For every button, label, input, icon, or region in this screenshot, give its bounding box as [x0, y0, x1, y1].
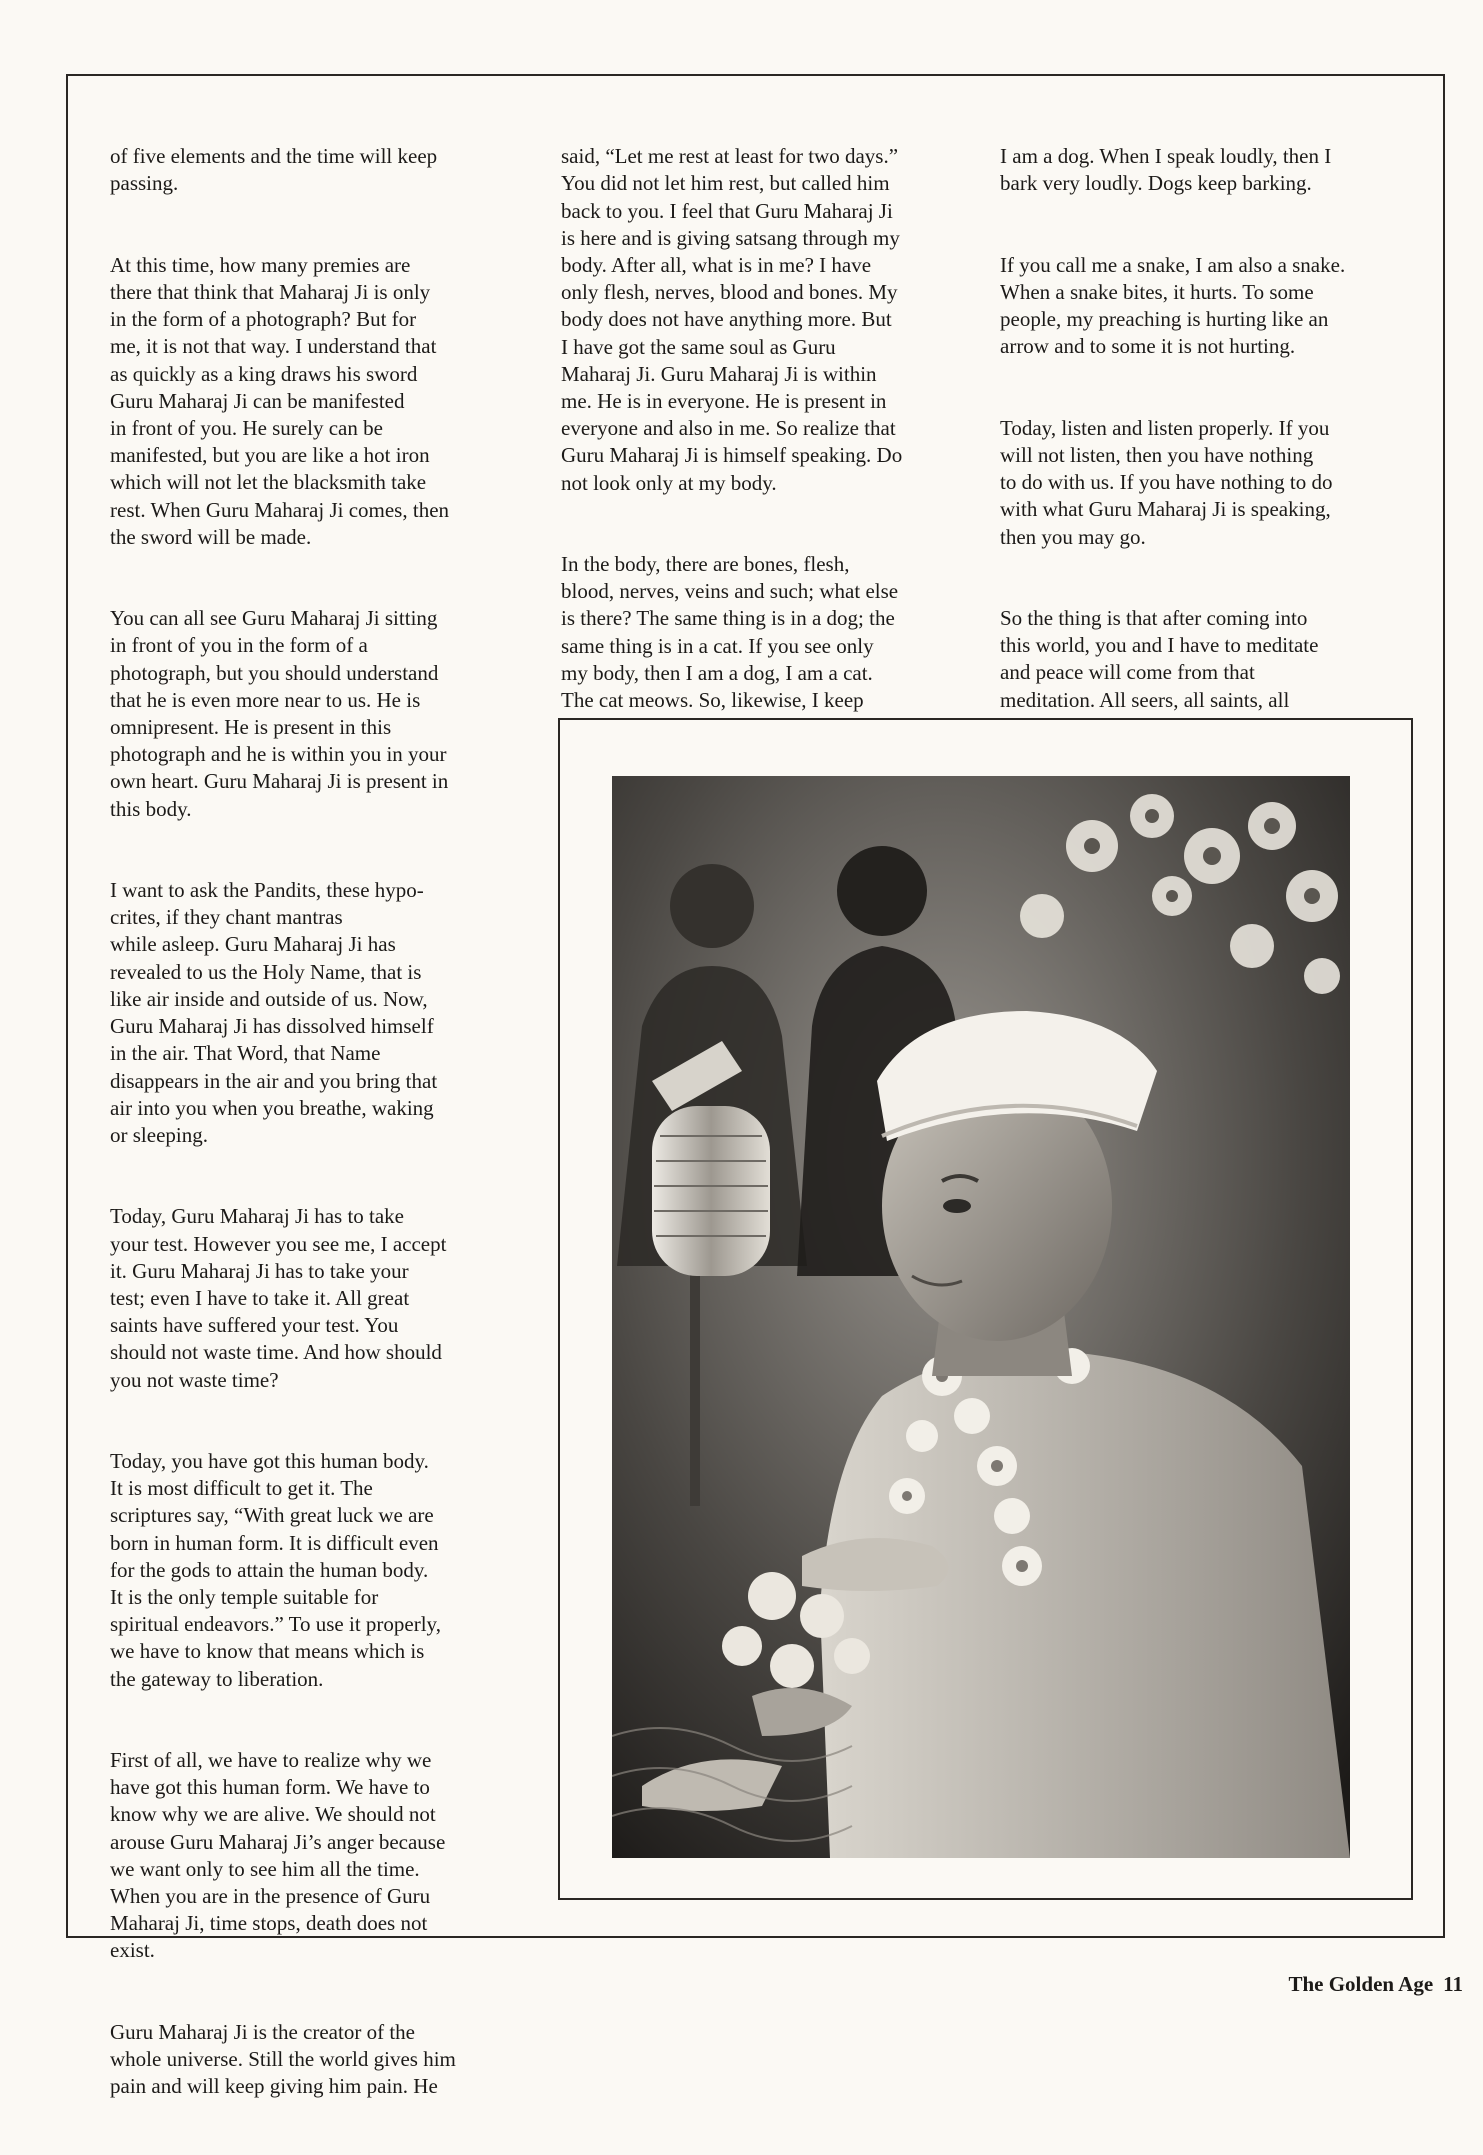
paragraph: So the thing is that after coming into this world, you and I have to meditate and peace will come from that meditation. All seers, all saints, all [1000, 606, 1319, 712]
photograph-illustration [612, 776, 1350, 1858]
paragraph: of five elements and the time will keep passing. [110, 144, 438, 196]
page-number: 11 [1443, 1972, 1463, 1996]
paragraph: I am a dog. When I speak loudly, then I bark very loudly. Dogs keep barking. [1000, 144, 1332, 196]
paragraph: First of all, we have to realize why we have got this human form. We have to know why we are alive. We should not arouse Guru Maharaj Ji’s anger because we want only to see him all the time. When you are in the presence of Guru Maharaj Ji, time stops, death does not exist. [110, 1747, 446, 1963]
paragraph: Today, listen and listen properly. If you will not listen, then you have nothing to do with us. If you have nothing to do with what Guru Maharaj Ji is speaking, then you may go. [1000, 415, 1333, 549]
paragraph: At this time, how many premies are there that think that Maharaj Ji is only in the form of a photograph? But for me, it is not that way. I understand that as quickly as a king draws his sword Guru Maharaj Ji can be manifested in front of you. He surely can be manifested, but you are like a hot iron which will not let the blacksmith take rest. When Guru Maharaj Ji comes, then the sword will be made. [110, 252, 450, 549]
paragraph: Today, you have got this human body. It is most difficult to get it. The scriptures say, “With great luck we are born in human form. It is difficult even for the gods to attain the human body. It is the only temple suitable for spiritual endeavors.” To use it properly, we have to know that means which is the gateway to liberation. [110, 1448, 441, 1691]
paragraph: You can all see Guru Maharaj Ji sitting in front of you in the form of a photograph, but you should understand that he is even more near to us. He is omnipresent. He is present in this photograph and he is within you in your own heart. Guru Maharaj Ji is present in this body. [110, 606, 449, 821]
paragraph: Today, Guru Maharaj Ji has to take your test. However you see me, I accept it. Guru Maharaj Ji has to take your test; even I have to take it. All great saints have suffered your test. You should not waste time. And how should you not waste time? [110, 1204, 447, 1392]
page-footer [1278, 1972, 1463, 1997]
photograph [612, 776, 1350, 1858]
paragraph: If you call me a snake, I am also a snake. When a snake bites, it hurts. To some people, my preaching is hurting like an arrow and to some it is not hurting. [1000, 252, 1346, 359]
paragraph: Guru Maharaj Ji is the creator of the whole universe. Still the world gives him pain and will keep giving him pain. He [110, 2019, 456, 2099]
paragraph: In the body, there are bones, flesh, blood, nerves, veins and such; what else is there? The same thing is in a dog; the same thing is in a cat. If you see only my body, then I am a dog, I am a cat. The cat meows. So, likewise, I keep [561, 552, 899, 713]
publication-title: The Golden Age [1288, 1972, 1434, 1996]
text-column-1 [110, 116, 520, 2155]
paragraph: said, “Let me rest at least for two days.” You did not let him rest, but called him back to you. I feel that Guru Maharaj Ji is here and is giving satsang through my body. After all, what is in me? I have only flesh, nerves, blood and bones. My body does not have anything more. But I have got the same soul as Guru Maharaj Ji. Guru Maharaj Ji is within me. He is in everyone. He is present in everyone and also in me. So realize that Guru Maharaj Ji is himself speaking. Do not look only at my body. [561, 144, 903, 495]
paragraph: I want to ask the Pandits, these hypo- crites, if they chant mantras while asleep. Guru Maharaj Ji has revealed to us the Holy Name, that is like air inside and outside of us. Now, Guru Maharaj Ji has dissolved himself in the air. That Word, that Name disappears in the air and you bring that air into you when you breathe, waking or sleeping. [110, 878, 438, 1147]
text-column-2 [561, 116, 981, 796]
